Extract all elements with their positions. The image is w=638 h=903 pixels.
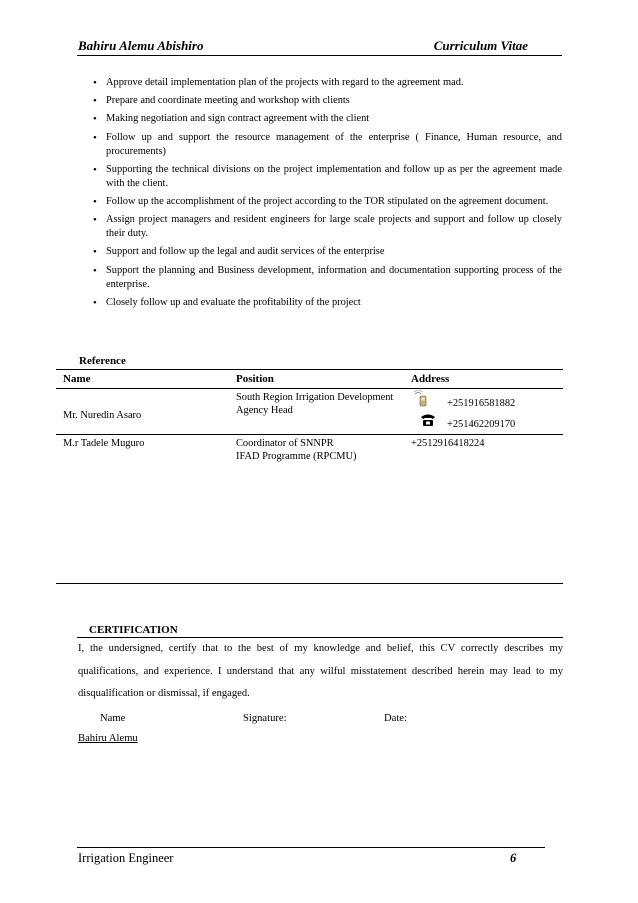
name-label: Name <box>100 713 126 724</box>
list-item: • Closely follow up and evaluate the profitability of the project <box>92 296 562 310</box>
header-rule <box>77 55 562 56</box>
page-number: 6 <box>510 851 517 865</box>
signature-label: Signature: <box>243 713 287 724</box>
certification-title: CERTIFICATION <box>89 624 178 636</box>
list-item: • Follow up and support the resource management of the enterprise ( Finance, Human resource, and procurements) <box>92 131 562 159</box>
header-name: Bahiru Alemu Abishiro <box>78 38 204 53</box>
list-item: • Support the planning and Business development, information and documentation supporting process of the enterprise. <box>92 264 562 292</box>
telephone-icon <box>420 413 436 427</box>
reference-name: M.r Tadele Muguro <box>63 438 145 449</box>
reference-position-line1: South Region Irrigation Development <box>236 392 394 403</box>
footer-role: Irrigation Engineer <box>78 851 174 865</box>
reference-title: Reference <box>79 355 126 367</box>
footer-rule <box>77 847 545 848</box>
column-header-name: Name <box>63 373 91 385</box>
certification-body: I, the undersigned, certify that to the best of my knowledge and belief, this CV correctly describes my qualifications, and experience. I understand that any wilful misstatement described herein may lead to my disqualification or dismissal, if engaged. <box>78 643 563 699</box>
column-header-position: Position <box>236 373 274 385</box>
list-item: • Making negotiation and sign contract agreement with the client <box>92 112 562 126</box>
list-item: • Approve detail implementation plan of the projects with regard to the agreement mad. <box>92 76 562 90</box>
row-divider <box>56 434 563 435</box>
reference-phone-office: +251462209170 <box>447 419 516 430</box>
table-bottom-rule <box>56 583 563 584</box>
reference-name: Mr. Nuredin Asaro <box>63 410 142 421</box>
list-item: • Support and follow up the legal and audit services of the enterprise <box>92 245 562 259</box>
reference-phone-mobile: +251916581882 <box>447 398 516 409</box>
reference-phone-mobile: +2512916418224 <box>411 438 485 449</box>
list-item: • Prepare and coordinate meeting and workshop with clients <box>92 94 562 108</box>
responsibilities-list <box>92 76 562 314</box>
table-header-rule <box>56 388 563 389</box>
reference-top-rule <box>56 369 563 370</box>
list-item: • Assign project managers and resident engineers for large scale projects and support and follow up closely their duty. <box>92 213 562 241</box>
reference-position-line2: IFAD Programme (RPCMU) <box>236 451 357 462</box>
signer-name: Bahiru Alemu <box>78 733 138 744</box>
list-item: • Follow up the accomplishment of the project according to the TOR stipulated on the agreement document. <box>92 195 562 209</box>
column-header-address: Address <box>411 373 450 385</box>
header-doc-title: Curriculum Vitae <box>433 38 528 53</box>
reference-position-line2: Agency Head <box>236 405 293 416</box>
date-label: Date: <box>384 713 407 724</box>
mobile-phone-icon <box>413 390 431 408</box>
list-item: • Supporting the technical divisions on the project implementation and follow up as per the agreement made with the client. <box>92 163 562 191</box>
reference-position-line1: Coordinator of SNNPR <box>236 438 334 449</box>
